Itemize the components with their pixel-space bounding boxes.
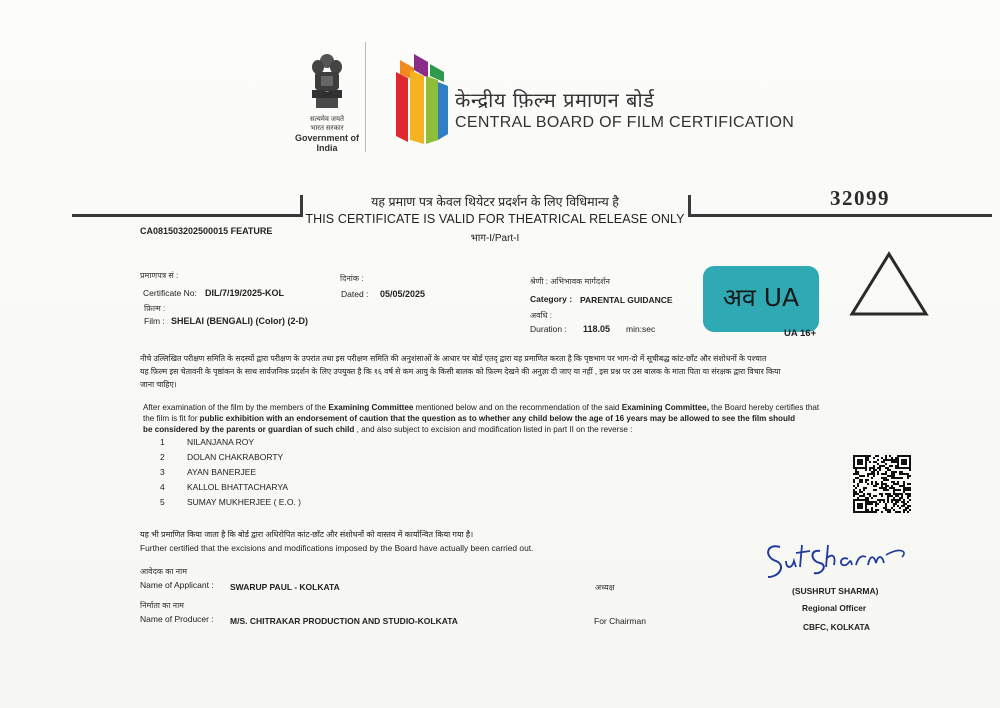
member-number: 5 (160, 497, 165, 507)
triangle-symbol-icon (848, 250, 930, 320)
validity-banner (305, 193, 685, 244)
caution-text-2: be considered by the parents or guardian of such child (143, 424, 355, 434)
org-name-english: CENTRAL BOARD OF FILM CERTIFICATION (455, 114, 795, 131)
cbfc-logo-icon (392, 50, 450, 150)
english-para-part-2: mentioned below and on the recommendation of the said (413, 403, 622, 412)
member-number: 3 (160, 467, 165, 477)
header-divider (365, 42, 366, 152)
producer-label: Name of Producer : (140, 614, 214, 624)
org-name (455, 86, 794, 132)
member-number: 2 (160, 452, 165, 462)
cert-no-label: Certificate No: (143, 288, 197, 298)
banner-rule-left (72, 214, 302, 217)
list-item (160, 467, 257, 477)
category-value: PARENTAL GUIDANCE (580, 295, 673, 305)
validity-hindi: यह प्रमाण पत्र केवल थियेटर प्रदर्शन के लिए विधिमान्य है (371, 195, 619, 209)
english-para-part-3: the Board hereby certifies that (708, 403, 820, 412)
list-item (160, 452, 284, 462)
film-value: SHELAI (BENGALI) (Color) (2-D) (171, 316, 308, 326)
hindi-certification-text (140, 352, 910, 391)
gov-english: Government of India (294, 133, 359, 153)
member-name: KALLOL BHATTACHARYA (187, 482, 289, 492)
cert-no-label-hindi: प्रमाणपत्र सं : (140, 271, 179, 280)
cert-no-value: DIL/7/19/2025-KOL (205, 288, 285, 298)
date-label: Dated : (341, 289, 369, 299)
hindi-para-line-1: नीचे उल्लिखित परीक्षण समिति के सदस्यों द्वारा परीक्षण के उपरांत तथा इस परीक्षण समिति की अनुशंसाओं के आधार पर बोर्ड एतद् द्वारा यह प्रमाणित करता है कि पृष्ठभाग पर भाग-दो में सूचीबद्ध कांट-छाँट और संशोधनों के पश्चात (140, 354, 767, 363)
english-para-part-1: After examination of the film by the members of the (143, 403, 329, 412)
member-name: DOLAN CHAKRABORTY (187, 452, 284, 462)
further-certified-english: Further certified that the excisions and modifications imposed by the Board have actually been carried out. (140, 543, 534, 553)
duration-label-hindi: अवधि : (530, 311, 552, 320)
national-emblem (288, 52, 366, 153)
english-certification-text (143, 403, 908, 435)
rating-badge (703, 266, 819, 332)
category-label: Category : (530, 294, 573, 304)
duration-value: 118.05 (583, 324, 611, 334)
validity-english: THIS CERTIFICATE IS VALID FOR THEATRICAL RELEASE ONLY (305, 212, 685, 226)
duration-unit: min:sec (626, 324, 656, 334)
member-name: NILANJANA ROY (187, 437, 255, 447)
applicant-label: Name of Applicant : (140, 580, 214, 590)
chairman-label-hindi: अध्यक्ष (595, 583, 615, 592)
list-item (160, 437, 255, 447)
applicant-value: SWARUP PAUL - KOLKATA (230, 582, 340, 592)
examining-committee-text-2: Examining Committee, (621, 403, 709, 412)
further-certified-hindi: यह भी प्रमाणित किया जाता है कि बोर्ड द्वारा अधिरोपित कांट-छाँट और संशोधनों को वास्तव में कार्यान्वित किया गया है। (140, 530, 474, 539)
list-item (160, 482, 289, 492)
film-label-hindi: फ़िल्म : (144, 304, 166, 313)
member-name: SUMAY MUKHERJEE ( E.O. ) (187, 497, 301, 507)
lion-capital-icon (307, 52, 347, 114)
emblem-motto: सत्यमेव जयते (309, 116, 345, 123)
producer-label-hindi: निर्माता का नाम (140, 601, 184, 610)
chairman-label: For Chairman (594, 616, 646, 626)
signatory-name: (SUSHRUT SHARMA) (792, 586, 879, 596)
list-item (160, 497, 301, 507)
banner-tick-right (688, 195, 691, 217)
member-number: 4 (160, 482, 165, 492)
gov-hindi: भारत सरकार (310, 125, 344, 132)
rating-sub: UA 16+ (784, 328, 817, 339)
member-number: 1 (160, 437, 165, 447)
member-name: AYAN BANERJEE (187, 467, 257, 477)
duration-label: Duration : (530, 324, 567, 334)
film-label: Film : (144, 316, 165, 326)
reference-number: CA081503202500015 FEATURE (140, 226, 273, 236)
banner-rule-right (690, 214, 992, 217)
org-name-hindi: केन्द्रीय फ़िल्म प्रमाणन बोर्ड (455, 88, 655, 112)
hindi-para-line-3: जाना चाहिए। (140, 380, 177, 389)
signatory-title: Regional Officer (802, 603, 867, 613)
serial-number: 32099 (830, 186, 890, 210)
part-label: भाग-I/Part-I (470, 233, 520, 244)
date-value: 05/05/2025 (380, 289, 426, 299)
applicant-label-hindi: आवेदक का नाम (140, 567, 187, 576)
hindi-para-line-2: यह फ़िल्म इस चेतावनी के पृष्ठांकन के साथ सार्वजनिक प्रदर्शन के लिए उपयुक्त है कि १६ वर्ष से कम आयु के किसी बालक को फ़िल्म देखने की अनुज्ञा दी जाए या नहीं , इस प्रश्न पर उस बालक के माता पिता या संरक्षक द्वारा विचार किया (140, 367, 781, 376)
date-label-hindi: दिनांक : (340, 274, 364, 283)
caution-text: public exhibition with an endorsement of caution that the question as to whether any child below the age of 16 years may be allowed to see the film should (199, 413, 796, 423)
banner-tick-left (300, 195, 303, 217)
signatory-office: CBFC, KOLKATA (803, 622, 870, 632)
examining-committee-text: Examining Committee (328, 403, 414, 412)
category-label-hindi: श्रेणी : अभिभावक मार्गदर्शन (530, 277, 610, 286)
qr-code-icon (853, 455, 911, 513)
signature-icon (762, 537, 912, 585)
english-para-part-4: the film is fit for (143, 413, 200, 423)
producer-value: M/S. CHITRAKAR PRODUCTION AND STUDIO-KOLKATA (230, 616, 458, 626)
english-para-part-5: , and also subject to excision and modification listed in part II on the reverse : (354, 424, 633, 434)
rating-badge-text: अव UA (722, 283, 800, 312)
